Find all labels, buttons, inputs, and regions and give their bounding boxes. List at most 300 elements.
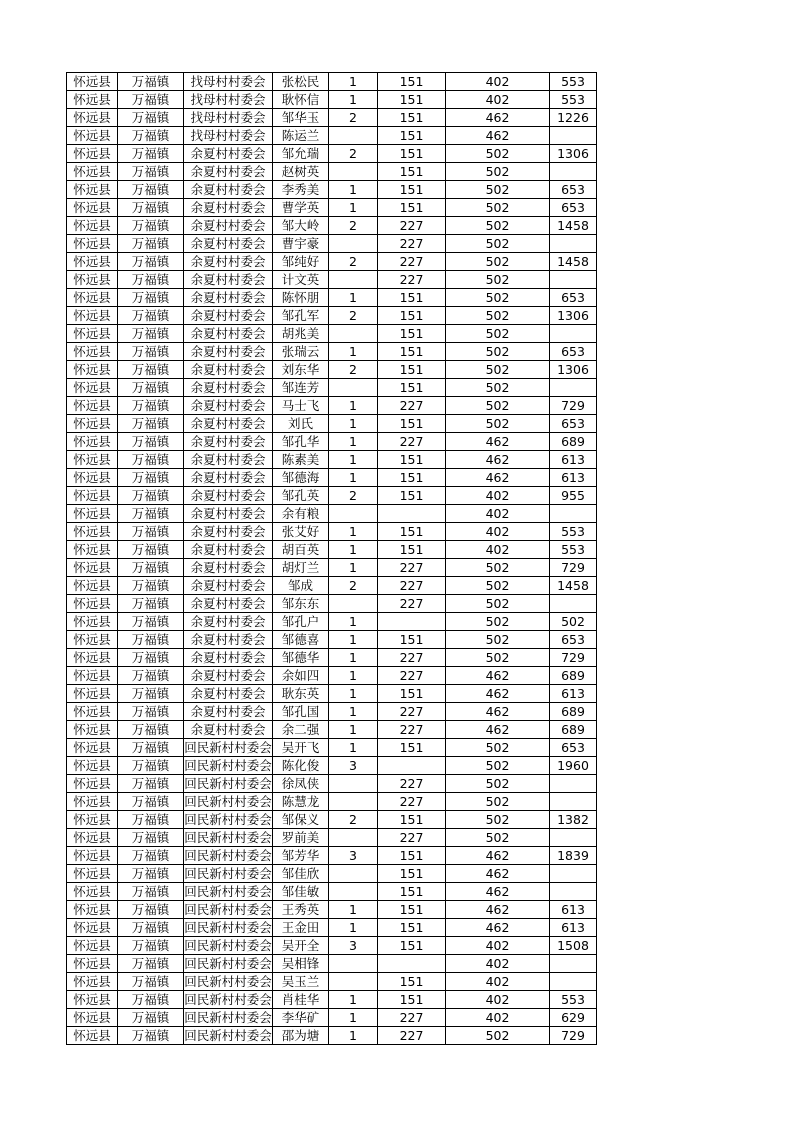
table-cell: 万福镇 (118, 271, 184, 289)
table-cell: 151 (378, 973, 446, 991)
table-cell: 怀远县 (67, 541, 118, 559)
table-cell: 1 (329, 541, 378, 559)
table-cell: 怀远县 (67, 667, 118, 685)
table-cell: 万福镇 (118, 235, 184, 253)
table-cell: 耿东英 (273, 685, 329, 703)
table-cell: 1 (329, 523, 378, 541)
table-cell (378, 505, 446, 523)
table-cell: 邹华玉 (273, 109, 329, 127)
table-cell: 胡灯兰 (273, 559, 329, 577)
table-cell: 回民新村村委会 (184, 848, 272, 863)
table-row (67, 361, 597, 379)
table-cell: 怀远县 (67, 865, 118, 883)
table-row (67, 181, 597, 199)
table-cell: 余夏村村委会 (184, 235, 273, 253)
table-cell (550, 505, 597, 523)
table-cell: 653 (550, 343, 597, 361)
table-cell: 怀远县 (67, 325, 118, 343)
table-cell: 余夏村村委会 (184, 415, 273, 433)
table-cell: 曹宇豪 (273, 235, 329, 253)
table-cell: 万福镇 (118, 73, 184, 91)
table-cell: 万福镇 (118, 469, 184, 487)
table-row (67, 649, 597, 667)
table-cell: 462 (446, 127, 550, 145)
table-cell (550, 163, 597, 181)
table-cell: 邹保义 (273, 811, 329, 829)
table-cell: 怀远县 (67, 991, 118, 1009)
table-cell: 怀远县 (67, 703, 118, 721)
table-cell: 万福镇 (118, 325, 184, 343)
table-cell: 怀远县 (67, 415, 118, 433)
table-cell: 1839 (550, 847, 597, 865)
table-cell: 怀远县 (67, 631, 118, 649)
table-cell: 502 (446, 739, 550, 757)
table-cell: 找母村村委会 (184, 127, 273, 145)
table-cell: 227 (378, 217, 446, 235)
table-cell: 余夏村村委会 (184, 523, 273, 541)
table-cell: 1 (329, 451, 378, 469)
table-cell: 502 (446, 361, 550, 379)
table-cell: 462 (446, 469, 550, 487)
table-cell: 回民新村村委会 (184, 1010, 272, 1025)
table-cell: 肖桂华 (273, 991, 329, 1009)
table-row (67, 757, 597, 775)
table-cell: 万福镇 (118, 973, 184, 991)
table-cell: 151 (378, 847, 446, 865)
table-cell: 张瑞云 (273, 343, 329, 361)
table-cell: 胡兆美 (273, 325, 329, 343)
table-cell: 689 (550, 667, 597, 685)
table-row (67, 109, 597, 127)
table-body (67, 73, 597, 1045)
table-cell: 2 (329, 253, 378, 271)
table-cell: 万福镇 (118, 91, 184, 109)
table-cell: 怀远县 (67, 235, 118, 253)
table-cell: 689 (550, 721, 597, 739)
table-cell: 万福镇 (118, 199, 184, 217)
table-row (67, 451, 597, 469)
table-cell: 502 (446, 595, 550, 613)
table-cell: 万福镇 (118, 919, 184, 937)
table-cell: 刘东华 (273, 361, 329, 379)
table-cell: 余夏村村委会 (184, 451, 273, 469)
table-row (67, 145, 597, 163)
table-cell: 502 (446, 631, 550, 649)
table-cell: 余如四 (273, 667, 329, 685)
table-cell: 怀远县 (67, 937, 118, 955)
table-cell: 怀远县 (67, 181, 118, 199)
table-cell: 怀远县 (67, 73, 118, 91)
table-cell: 2 (329, 577, 378, 595)
table-row (67, 865, 597, 883)
table-cell: 227 (378, 271, 446, 289)
table-cell: 2 (329, 109, 378, 127)
table-cell (329, 271, 378, 289)
table-cell: 怀远县 (67, 307, 118, 325)
table-cell: 余夏村村委会 (184, 631, 273, 649)
table-cell: 万福镇 (118, 163, 184, 181)
table-cell: 151 (378, 73, 446, 91)
table-cell: 回民新村村委会 (184, 956, 272, 971)
table-row (67, 955, 597, 973)
table-cell: 227 (378, 1009, 446, 1027)
table-cell: 怀远县 (67, 271, 118, 289)
table-cell: 151 (378, 523, 446, 541)
table-cell: 余夏村村委会 (184, 379, 273, 397)
table-cell: 462 (446, 433, 550, 451)
table-cell: 陈化俊 (273, 757, 329, 775)
table-cell: 402 (446, 991, 550, 1009)
table-cell: 151 (378, 343, 446, 361)
table-cell: 万福镇 (118, 739, 184, 757)
table-cell: 怀远县 (67, 1009, 118, 1027)
table-cell: 邹孔国 (273, 703, 329, 721)
table-row (67, 217, 597, 235)
table-cell (329, 379, 378, 397)
table-cell: 邹孔户 (273, 613, 329, 631)
table-cell: 怀远县 (67, 793, 118, 811)
table-cell: 耿怀信 (273, 91, 329, 109)
table-row (67, 199, 597, 217)
table-cell: 万福镇 (118, 883, 184, 901)
table-cell: 吴相锋 (273, 955, 329, 973)
table-row (67, 73, 597, 91)
table-cell: 462 (446, 847, 550, 865)
table-cell: 万福镇 (118, 955, 184, 973)
table-cell: 1 (329, 613, 378, 631)
table-cell: 万福镇 (118, 109, 184, 127)
table-cell: 万福镇 (118, 685, 184, 703)
table-cell (550, 829, 597, 847)
table-cell (550, 271, 597, 289)
table-cell: 怀远县 (67, 847, 118, 865)
table-cell: 151 (378, 109, 446, 127)
table-cell: 邹连芳 (273, 379, 329, 397)
table-cell: 怀远县 (67, 739, 118, 757)
table-cell: 729 (550, 1027, 597, 1045)
table-cell (550, 775, 597, 793)
table-cell: 回民新村村委会 (184, 794, 272, 809)
table-cell: 1 (329, 703, 378, 721)
table-cell: 3 (329, 757, 378, 775)
table-cell: 553 (550, 541, 597, 559)
table-cell: 邹德海 (273, 469, 329, 487)
table-cell: 徐凤侠 (273, 775, 329, 793)
table-cell: 151 (378, 865, 446, 883)
table-cell: 万福镇 (118, 829, 184, 847)
table-cell: 402 (446, 91, 550, 109)
table-cell: 王秀英 (273, 901, 329, 919)
table-cell: 227 (378, 433, 446, 451)
table-row (67, 379, 597, 397)
table-cell (550, 793, 597, 811)
table-cell: 万福镇 (118, 127, 184, 145)
table-cell: 邹孔英 (273, 487, 329, 505)
table-cell: 502 (446, 145, 550, 163)
table-cell: 1 (329, 91, 378, 109)
table-cell: 万福镇 (118, 865, 184, 883)
table-cell: 502 (446, 307, 550, 325)
table-row (67, 343, 597, 361)
table-cell (329, 883, 378, 901)
table-cell: 462 (446, 901, 550, 919)
table-cell: 余夏村村委会 (184, 343, 273, 361)
table-cell: 怀远县 (67, 289, 118, 307)
table-cell: 402 (446, 505, 550, 523)
table-cell: 万福镇 (118, 1027, 184, 1045)
table-cell: 653 (550, 415, 597, 433)
table-cell (378, 955, 446, 973)
table-cell: 402 (446, 487, 550, 505)
table-cell: 227 (378, 793, 446, 811)
table-cell: 3 (329, 937, 378, 955)
table-cell: 余夏村村委会 (184, 703, 273, 721)
table-cell: 万福镇 (118, 451, 184, 469)
table-cell: 怀远县 (67, 811, 118, 829)
table-cell: 万福镇 (118, 397, 184, 415)
table-cell: 怀远县 (67, 163, 118, 181)
table-row (67, 487, 597, 505)
table-row (67, 559, 597, 577)
table-cell: 万福镇 (118, 145, 184, 163)
table-row (67, 973, 597, 991)
table-cell: 151 (378, 127, 446, 145)
table-cell: 怀远县 (67, 109, 118, 127)
table-cell: 怀远县 (67, 523, 118, 541)
table-row (67, 433, 597, 451)
table-cell: 马士飞 (273, 397, 329, 415)
table-cell: 502 (446, 649, 550, 667)
table-cell: 万福镇 (118, 793, 184, 811)
table-cell: 余夏村村委会 (184, 217, 273, 235)
table-cell: 151 (378, 631, 446, 649)
table-cell: 502 (446, 1027, 550, 1045)
table-cell: 万福镇 (118, 901, 184, 919)
table-cell: 回民新村村委会 (184, 758, 272, 773)
table-cell: 怀远县 (67, 379, 118, 397)
table-cell: 462 (446, 667, 550, 685)
table-cell: 402 (446, 973, 550, 991)
table-cell: 万福镇 (118, 289, 184, 307)
table-cell: 462 (446, 685, 550, 703)
table-cell: 227 (378, 667, 446, 685)
table-cell: 找母村村委会 (184, 109, 273, 127)
table-cell: 吴玉兰 (273, 973, 329, 991)
table-cell (550, 955, 597, 973)
table-cell: 余有粮 (273, 505, 329, 523)
table-cell: 1458 (550, 577, 597, 595)
table-cell: 502 (446, 577, 550, 595)
table-cell: 227 (378, 775, 446, 793)
table-cell: 1 (329, 631, 378, 649)
data-table (66, 72, 597, 1045)
table-cell: 502 (446, 217, 550, 235)
table-cell: 553 (550, 73, 597, 91)
table-cell: 502 (446, 811, 550, 829)
table-cell (550, 127, 597, 145)
table-row (67, 91, 597, 109)
table-cell: 怀远县 (67, 685, 118, 703)
table-row (67, 631, 597, 649)
table-row (67, 793, 597, 811)
table-cell: 万福镇 (118, 433, 184, 451)
table-cell: 怀远县 (67, 397, 118, 415)
table-cell: 余夏村村委会 (184, 253, 273, 271)
table-cell: 回民新村村委会 (184, 812, 272, 827)
table-cell: 回民新村村委会 (184, 902, 272, 917)
table-cell: 502 (446, 199, 550, 217)
table-cell: 万福镇 (118, 523, 184, 541)
table-cell: 1226 (550, 109, 597, 127)
table-cell: 502 (446, 415, 550, 433)
table-cell: 张艾好 (273, 523, 329, 541)
table-row (67, 307, 597, 325)
table-cell: 找母村村委会 (184, 73, 273, 91)
table-cell: 怀远县 (67, 595, 118, 613)
table-cell (329, 829, 378, 847)
table-cell: 怀远县 (67, 973, 118, 991)
table-row (67, 775, 597, 793)
table-row (67, 541, 597, 559)
table-cell (550, 973, 597, 991)
table-cell: 613 (550, 469, 597, 487)
table-cell: 曹学英 (273, 199, 329, 217)
table-cell: 万福镇 (118, 343, 184, 361)
table-cell: 怀远县 (67, 775, 118, 793)
table-row (67, 829, 597, 847)
table-row (67, 883, 597, 901)
table-cell: 回民新村村委会 (184, 992, 272, 1007)
table-cell: 万福镇 (118, 541, 184, 559)
table-cell: 653 (550, 739, 597, 757)
table-cell: 2 (329, 811, 378, 829)
table-cell: 462 (446, 109, 550, 127)
table-cell: 回民新村村委会 (184, 974, 272, 989)
table-cell: 502 (446, 379, 550, 397)
table-cell: 余夏村村委会 (184, 397, 273, 415)
table-cell: 502 (446, 793, 550, 811)
table-cell: 151 (378, 901, 446, 919)
table-row (67, 469, 597, 487)
table-cell: 689 (550, 433, 597, 451)
table-cell: 151 (378, 811, 446, 829)
table-cell: 邹孔华 (273, 433, 329, 451)
table-cell: 怀远县 (67, 433, 118, 451)
table-cell: 吴开飞 (273, 739, 329, 757)
table-row (67, 127, 597, 145)
table-cell: 万福镇 (118, 487, 184, 505)
table-cell: 怀远县 (67, 343, 118, 361)
table-cell: 余夏村村委会 (184, 685, 273, 703)
table-cell: 怀远县 (67, 145, 118, 163)
table-cell: 502 (446, 559, 550, 577)
table-row (67, 271, 597, 289)
table-cell: 陈运兰 (273, 127, 329, 145)
table-cell: 怀远县 (67, 613, 118, 631)
table-cell: 怀远县 (67, 901, 118, 919)
table-cell: 吴开全 (273, 937, 329, 955)
table-cell: 余夏村村委会 (184, 163, 273, 181)
table-cell: 万福镇 (118, 217, 184, 235)
table-cell (550, 379, 597, 397)
table-cell: 1 (329, 739, 378, 757)
table-cell: 余夏村村委会 (184, 721, 273, 739)
table-cell: 罗前美 (273, 829, 329, 847)
table-row (67, 415, 597, 433)
table-cell: 赵树英 (273, 163, 329, 181)
table-cell: 怀远县 (67, 505, 118, 523)
table-cell (329, 865, 378, 883)
table-cell: 1 (329, 1027, 378, 1045)
table-cell: 151 (378, 739, 446, 757)
table-cell: 怀远县 (67, 1027, 118, 1045)
table-cell: 邹佳敏 (273, 883, 329, 901)
table-cell: 227 (378, 559, 446, 577)
table-cell: 151 (378, 91, 446, 109)
table-row (67, 523, 597, 541)
table-cell (378, 613, 446, 631)
table-cell: 502 (446, 757, 550, 775)
table-cell: 151 (378, 469, 446, 487)
table-cell: 1 (329, 559, 378, 577)
table-cell: 151 (378, 487, 446, 505)
table-cell: 151 (378, 361, 446, 379)
table-cell: 502 (446, 829, 550, 847)
table-cell: 1 (329, 901, 378, 919)
table-cell (329, 973, 378, 991)
table-cell: 余夏村村委会 (184, 667, 273, 685)
table-cell: 邹孔军 (273, 307, 329, 325)
table-cell: 462 (446, 703, 550, 721)
table-cell: 万福镇 (118, 847, 184, 865)
table-cell (329, 793, 378, 811)
table-cell: 613 (550, 919, 597, 937)
table-cell: 余夏村村委会 (184, 181, 273, 199)
table-cell (550, 235, 597, 253)
table-cell: 万福镇 (118, 415, 184, 433)
table-cell: 1508 (550, 937, 597, 955)
table-cell (550, 595, 597, 613)
table-cell: 余夏村村委会 (184, 199, 273, 217)
table-row (67, 1027, 597, 1045)
table-cell: 151 (378, 685, 446, 703)
table-cell: 502 (446, 181, 550, 199)
table-cell: 万福镇 (118, 361, 184, 379)
table-row (67, 721, 597, 739)
table-cell: 怀远县 (67, 919, 118, 937)
table-cell: 1 (329, 397, 378, 415)
table-cell: 1 (329, 289, 378, 307)
table-cell: 万福镇 (118, 1009, 184, 1027)
table-row (67, 847, 597, 865)
table-cell: 1 (329, 181, 378, 199)
table-cell: 怀远县 (67, 559, 118, 577)
table-cell: 502 (446, 325, 550, 343)
table-cell: 余夏村村委会 (184, 145, 273, 163)
table-cell: 462 (446, 883, 550, 901)
table-cell: 151 (378, 451, 446, 469)
table-cell: 回民新村村委会 (184, 776, 272, 791)
table-cell: 729 (550, 559, 597, 577)
table-row (67, 901, 597, 919)
table-cell: 1306 (550, 361, 597, 379)
table-cell: 万福镇 (118, 631, 184, 649)
table-cell (550, 865, 597, 883)
table-cell: 怀远县 (67, 361, 118, 379)
table-cell: 李秀美 (273, 181, 329, 199)
table-cell: 462 (446, 919, 550, 937)
table-cell: 邹佳欣 (273, 865, 329, 883)
